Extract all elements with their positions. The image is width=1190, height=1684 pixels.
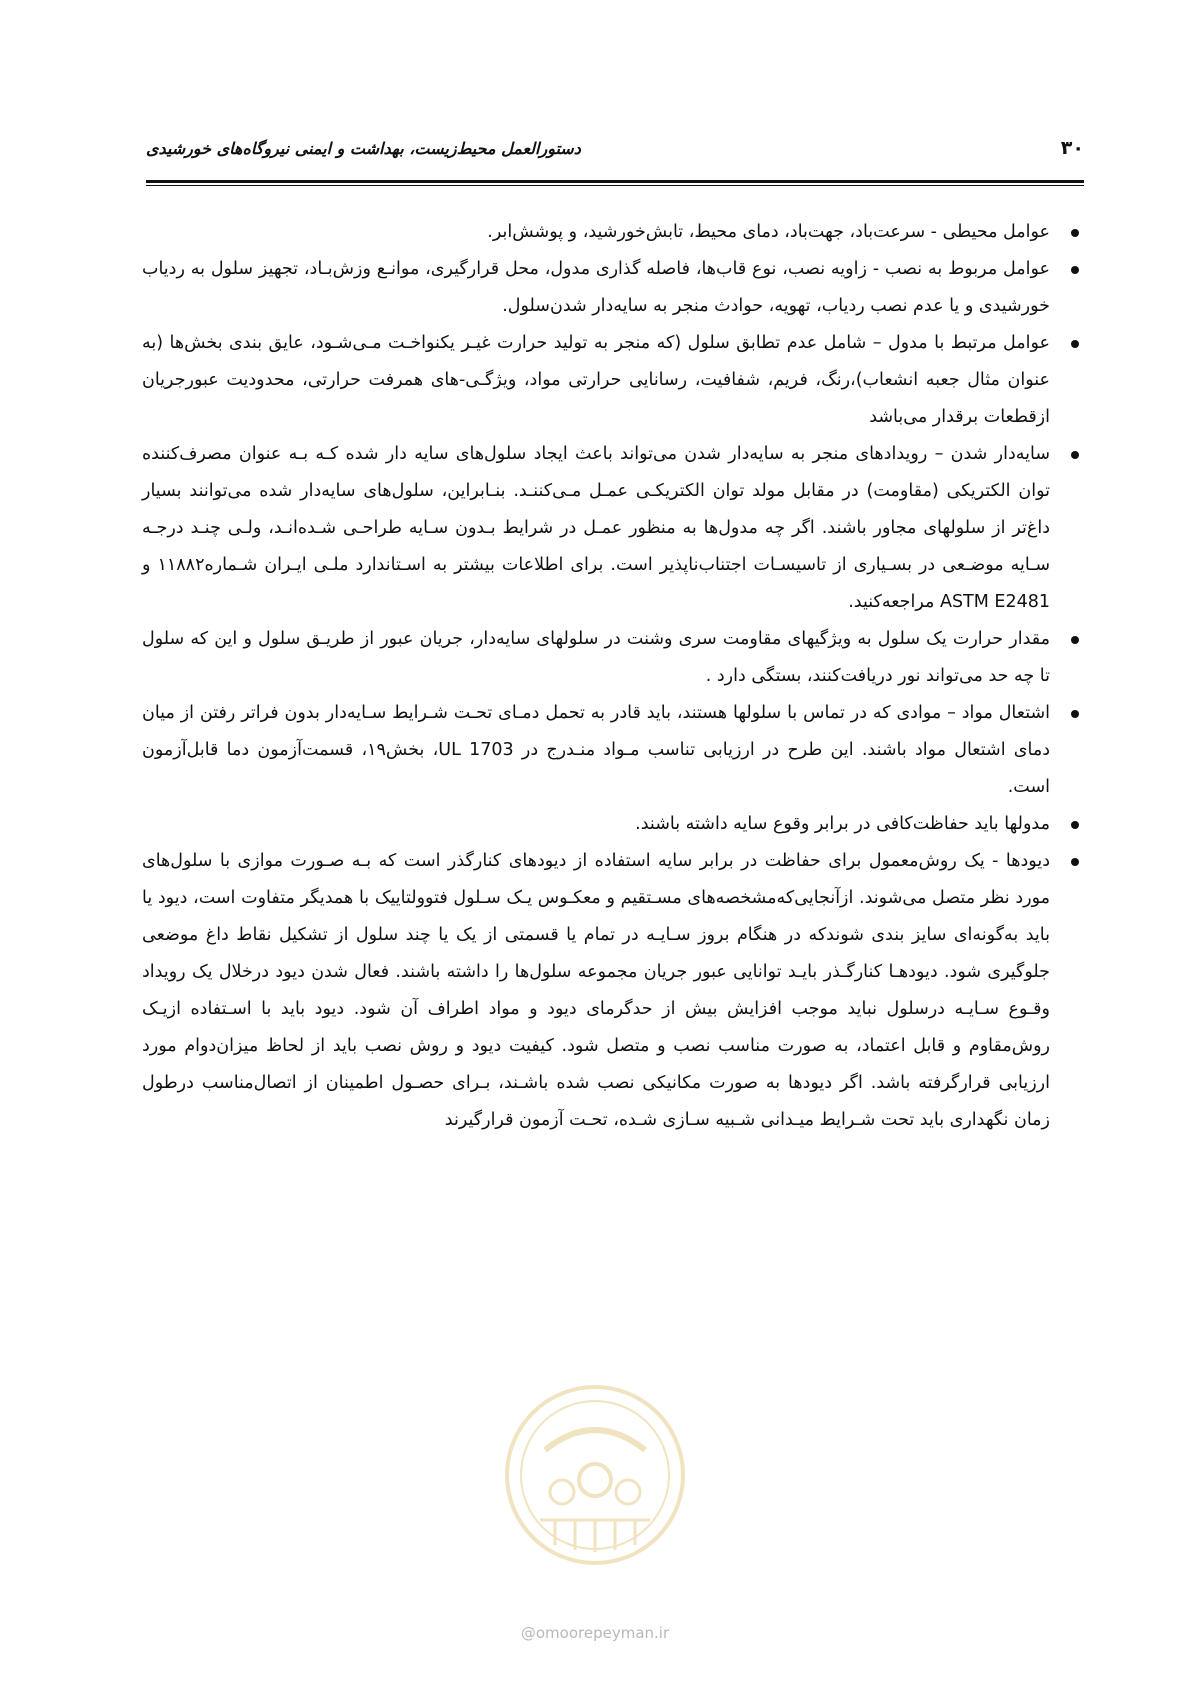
bullet-shade-protection: مدولها باید حفاظت‌کافی در برابر وقوع سایه داشته باشند.	[142, 806, 1084, 843]
bullet-diodes: دیودها - یک روش‌معمول برای حفاظت در برابر سایه استفاده از دیودهای کنارگذر است که بـه صـورت موازی با سلول‌های مورد نظر متصل می‌شوند. ازآنجایی‌که‌مشخصه‌های مسـتقیم و معکـوس یـک سـلول فتوولتاییک با همدیگر متفاوت است، دیود یا باید به‌گونه‌ای سایز بندی شوندکه در هنگام بروز سـایـه در تمام یا قسمتی از یک یا چند سلول از تشکیل نقاط داغ موضعی جلوگیری شود. دیودهـا کنارگـذر بایـد توانایی عبور جریان مجموعه سلول‌ها را داشته باشند. فعال شدن دیود درخلال یک رویداد وقـوع سـایـه درسلول نباید موجب افزایش بیش از حدگرمای دیود و مواد اطراف آن شود. دیود باید با اسـتفاده ازیـک روش‌مقاوم و قابل اعتماد، به صورت مناسب نصب و متصل شود. کیفیت دیود و روش نصب باید از لحاظ میزان‌دوام مورد ارزیابی قرارگرفته باشد. اگر دیودها به صورت مکانیکی نصب شده باشـند، بـرای حصـول اطمینان از اتصال‌مناسب درطول زمان نگهداری باید تحت شـرایط میـدانی شـبیه سـازی شـده، تحـت آزمون قرارگیرند	[142, 843, 1084, 1139]
running-title: دستورالعمل محیط‌زیست، بهداشت و ایمنی نیروگاه‌های خورشیدی	[146, 138, 581, 158]
bullet-list	[142, 214, 1084, 1139]
bullet-material-ignition: اشتعال مواد – موادی که در تماس با سلولها هستند، باید قادر به تحمل دمـای تحـت شـرایط سـایه‌دار بدون فراتر رفتن از میان دمای اشتعال مواد باشند. این طرح در ارزیابی تناسب مـواد منـدرج در 1703 UL، بخش۱۹، قسمت‌آزمون دما قابل‌آزمون است.	[142, 695, 1084, 806]
page-header	[146, 128, 1084, 168]
bullet-environmental-factors: عوامل محیطی - سرعت‌باد، جهت‌باد، دمای محیط، تابش‌خورشید، و پوشش‌ابر.	[142, 214, 1084, 251]
bullet-module-factors: عوامل مرتبط با مدول – شامل عدم تطابق سلول (که منجر به تولید حرارت غیـر یکنواخـت مـی‌شـود، عایق بندی بخش‌ها (به عنوان مثال جعبه انشعاب)،رنگ، فریم، شفافیت، رسانایی حرارتی مواد، ویژگـی-های همرفت حرارتی، محدودیت عبورجریان ازقطعات برقدار می‌باشد	[142, 325, 1084, 436]
header-rule-thick	[146, 180, 1084, 183]
header-rule-thin	[146, 185, 1084, 186]
watermark-url: @omoorepeyman.ir	[520, 1624, 670, 1642]
watermark-seal-logo	[500, 1380, 690, 1570]
bullet-cell-heat: مقدار حرارت یک سلول به ویژگیهای مقاومت سری وشنت در سلولهای سایه‌دار، جریان عبور از طریـق سلول و این که سلول تا چه حد می‌تواند نور دریافت‌کنند، بستگی دارد .	[142, 621, 1084, 695]
bullet-shading: سایه‌دار شدن – رویدادهای منجر به سایه‌دار شدن می‌تواند باعث ایجاد سلول‌های سایه دار شده کـه بـه عنوان مصرف‌کننده توان الکتریکی (مقاومت) در مقابل مولد توان الکتریکـی عمـل مـی‌کننـد. بنـابراین، سلول‌های سایه‌دار شده می‌توانند بسیار داغ‌تر از سلولهای مجاور باشند. اگر چه مدول‌ها به منظور عمـل در شرایط بـدون سـایه طراحـی شـده‌انـد، ولـی چنـد درجـه سـایه موضـعی در بسـیاری از تاسیسـات اجتناب‌ناپذیر است. برای اطلاعات بیشتر به اسـتاندارد ملـی ایـران شـماره۱۱۸۸۲ و ASTM E2481 مراجعه‌کنید.	[142, 436, 1084, 621]
bullet-installation-factors: عوامل مربوط به نصب - زاویه نصب، نوع قاب‌ها، فاصله گذاری مدول، محل قرارگیری، موانـع وزش‌بـاد، تجهیز سلول به ردیاب خورشیدی و یا عدم نصب ردیاب، تهویه، حوادث منجر به سایه‌دار شدن‌سلول.	[142, 251, 1084, 325]
page-number: ۳۰	[1060, 137, 1084, 159]
page-body	[142, 214, 1084, 1139]
